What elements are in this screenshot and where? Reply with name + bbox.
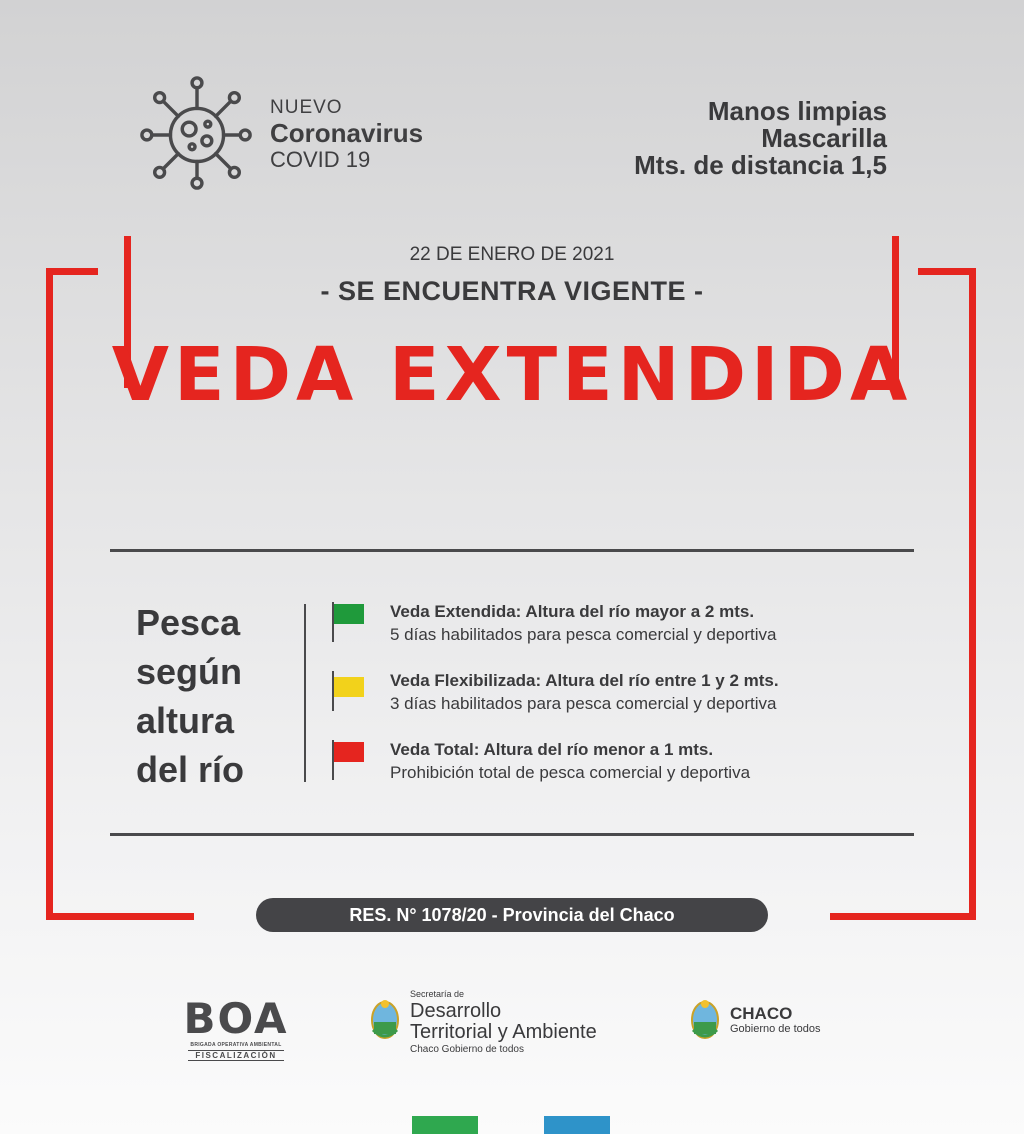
green-footer-bar	[412, 1116, 478, 1134]
fishing-heading	[136, 598, 244, 794]
red-flag-icon	[334, 742, 364, 762]
notice-title: VEDA EXTENDIDA	[111, 332, 913, 418]
green-flag-icon	[334, 604, 364, 624]
secretaria-line3: Territorial y Ambiente	[410, 1021, 597, 1043]
rule-title: Veda Total: Altura del río menor a 1 mts.	[390, 740, 714, 759]
covid-label	[270, 98, 423, 171]
fishing-heading-line1: Pesca	[136, 602, 241, 643]
chaco-logo	[730, 1005, 821, 1035]
secretaria-line2: Desarrollo	[410, 1000, 502, 1022]
boa-fiscalizacion: FISCALIZACIÓN	[188, 1050, 284, 1061]
fishing-heading-line2: según	[136, 651, 243, 692]
covid-line2: Coronavirus	[270, 118, 424, 148]
frame-right-top	[918, 268, 976, 275]
rule-desc: 3 días habilitados para pesca comercial y deportiva	[390, 694, 777, 713]
divider-bottom	[110, 833, 914, 836]
blue-footer-bar	[544, 1116, 610, 1134]
measure-distance: Mts. de distancia 1,5	[634, 150, 887, 180]
chaco-name: CHACO	[730, 1004, 793, 1023]
virus-icon	[138, 74, 256, 192]
divider-top	[110, 549, 914, 552]
frame-left-top	[46, 268, 98, 275]
boa-logo	[178, 994, 294, 1061]
secretaria-line4: Chaco Gobierno de todos	[410, 1044, 524, 1055]
rule-desc: Prohibición total de pesca comercial y deportiva	[390, 763, 751, 782]
measure-mask: Mascarilla	[761, 123, 887, 153]
rule-desc: 5 días habilitados para pesca comercial y deportiva	[390, 625, 777, 644]
prevention-measures	[634, 98, 887, 179]
chaco-shield-icon	[370, 996, 400, 1042]
yellow-flag-icon	[334, 677, 364, 697]
chaco-shield-icon	[690, 996, 720, 1042]
fishing-heading-line4: del río	[136, 749, 245, 790]
frame-left-bottom	[46, 913, 194, 920]
resolution-badge: RES. N° 1078/20 - Provincia del Chaco	[256, 898, 768, 932]
boa-name: BOA	[183, 994, 289, 1043]
boa-subtitle: BRIGADA OPERATIVA AMBIENTAL	[190, 1042, 282, 1048]
frame-right-bottom	[830, 913, 976, 920]
covid-line3: COVID 19	[270, 147, 371, 172]
chaco-slogan: Gobierno de todos	[730, 1023, 821, 1035]
rule-title: Veda Extendida: Altura del río mayor a 2 mts.	[390, 602, 755, 621]
notice-date: 22 DE ENERO DE 2021	[409, 244, 615, 265]
rule-title: Veda Flexibilizada: Altura del río entre 1 y 2 mts.	[390, 671, 779, 690]
measure-hands: Manos limpias	[707, 96, 887, 126]
notice-status: - SE ENCUENTRA VIGENTE -	[320, 276, 704, 306]
covid-line1: NUEVO	[270, 97, 343, 118]
heading-separator	[304, 604, 306, 782]
secretaria-logo	[410, 990, 597, 1055]
fishing-heading-line3: altura	[136, 700, 235, 741]
secretaria-line1: Secretaría de	[410, 989, 465, 999]
